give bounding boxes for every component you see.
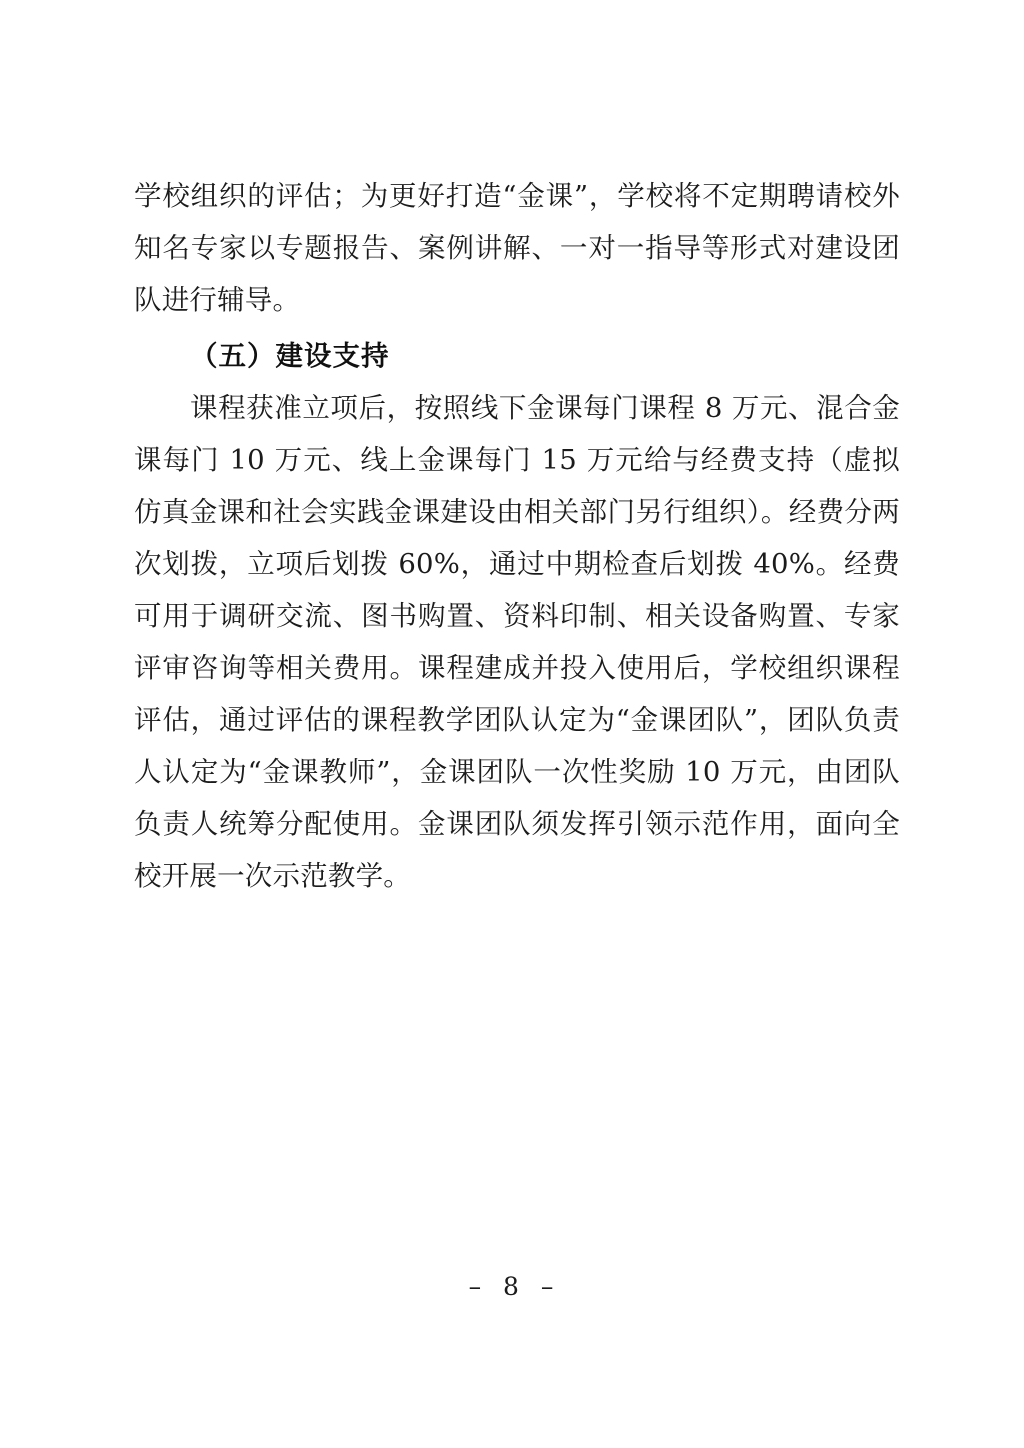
section-heading-build-support: （五）建设支持 — [190, 340, 390, 372]
page-footer — [0, 1272, 1024, 1301]
paragraph-continuation: 学校组织的评估；为更好打造“金课”，学校将不定期聘请校外知名专家以专题报告、案例讲解、一对一指导等形式对建设团队进行辅导。 — [134, 180, 900, 316]
footer-dash-left: – — [468, 1272, 484, 1301]
footer-page-number: 8 — [503, 1272, 521, 1301]
page-content — [134, 170, 900, 902]
footer-dash-right: – — [540, 1272, 556, 1301]
paragraph-build-support: 课程获准立项后，按照线下金课每门课程 8 万元、混合金课每门 10 万元、线上金课每门 15 万元给与经费支持（虚拟仿真金课和社会实践金课建设由相关部门另行组织）。经费分两次划拨，立项后划拨 60%，通过中期检查后划拨 40%。经费可用于调研交流、图书购置、资料印制、相关设备购置、专家评审咨询等相关费用。课程建成并投入使用后，学校组织课程评估，通过评估的课程教学团队认定为“金课团队”，团队负责人认定为“金课教师”，金课团队一次性奖励 10 万元，由团队负责人统筹分配使用。金课团队须发挥引领示范作用，面向全校开展一次示范教学。 — [134, 392, 900, 892]
